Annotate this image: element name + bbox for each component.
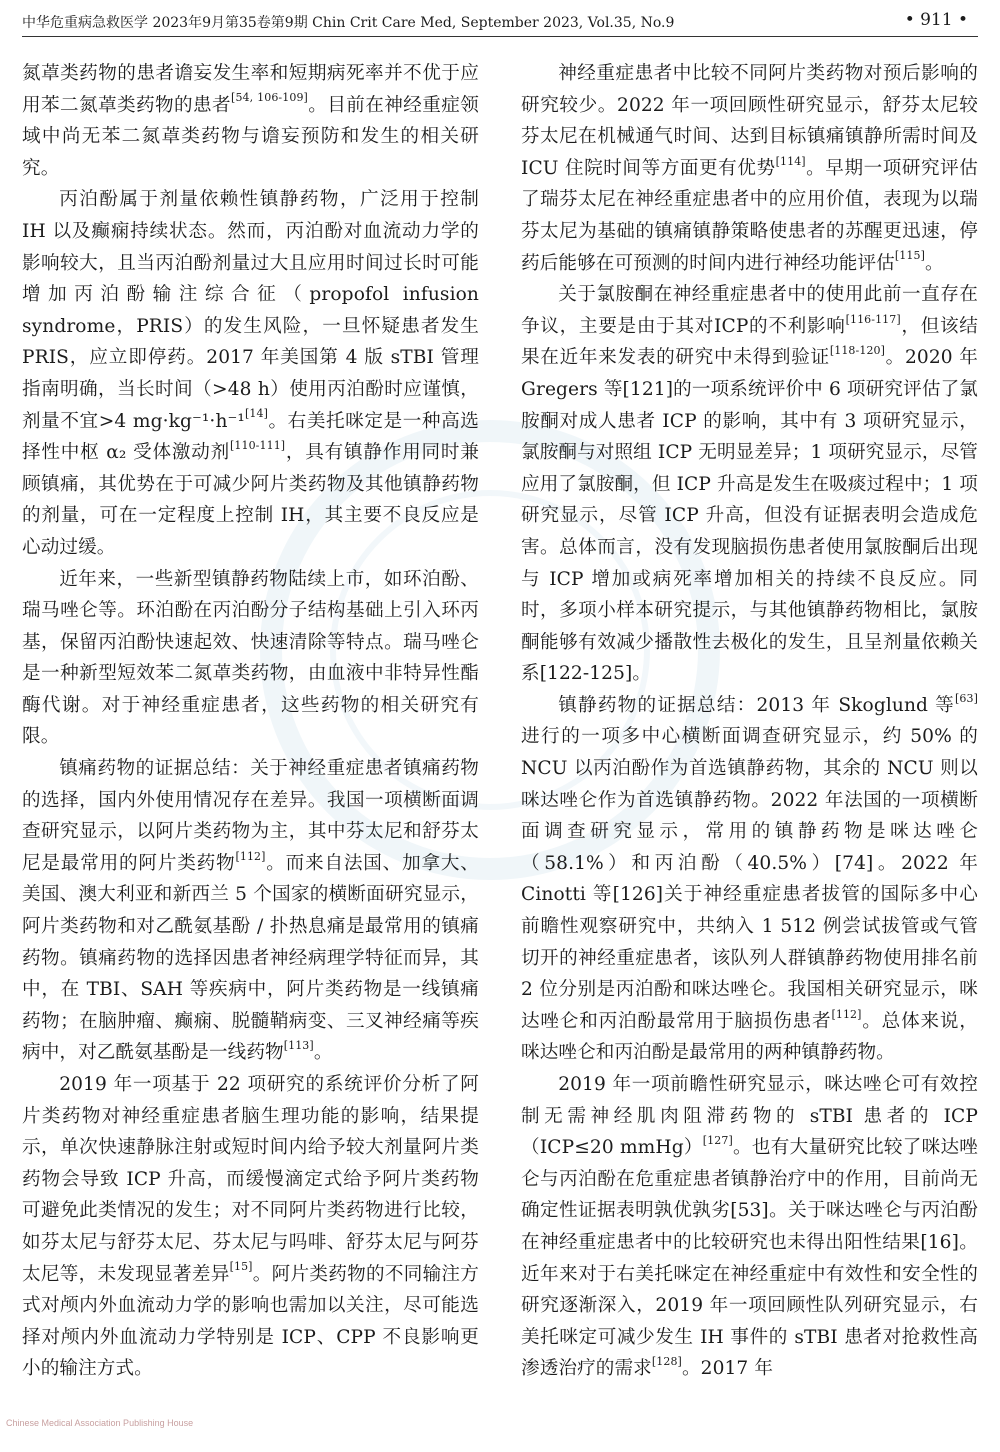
paragraph-text: 氮䓬类药物的患者谵妄发生率和短期病死率并不优于应用苯二氮䓬类药物的患者 bbox=[22, 63, 479, 116]
citation-ref: [118-120] bbox=[829, 344, 886, 358]
paragraph bbox=[521, 279, 978, 690]
paragraph-text: 。2020 年 Gregers 等[121]的一项系统评价中 6 项研究评估了氯胺酮对成人患者 ICP 的影响，其中有 3 项研究显示，氯胺酮与对照组 ICP 无明显差异；1 项研究显示，尽管应用了氯胺酮，但 ICP 升高是发生在吸痰过程中；1 项研究显示，尽管 ICP 升高，但没有证据表明会造成危害。总体而言，没有发现脑损伤患者使用氯胺酮后出现与 ICP 增加或病死率增加相关的持续不良反应。同时，多项小样本研究提示，与其他镇静药物相比，氯胺酮能够有效减少播散性去极化的发生，且呈剂量依赖关系[122-125]。 bbox=[521, 347, 978, 685]
citation-ref: [112] bbox=[235, 849, 266, 863]
paragraph-text: 。也有大量研究比较了咪达唑仑与丙泊酚在危重症患者镇静治疗中的作用，目前尚无确定性证据表明孰优孰劣[53]。关于咪达唑仑与丙泊酚在神经重症患者中的比较研究也未得出阳性结果[16]。近年来对于右美托咪定在神经重症中有效性和安全性的研究逐渐深入，2019 年一项回顾性队列研究显示，右美托咪定可减少发生 IH 事件的 sTBI 患者对抢救性高渗透治疗的需求 bbox=[521, 1137, 978, 1380]
paragraph bbox=[521, 1069, 978, 1385]
citation-ref: [113] bbox=[283, 1039, 314, 1053]
page-number: • 911 • bbox=[904, 10, 968, 30]
paragraph-text: 。 bbox=[924, 252, 944, 274]
publisher-watermark: Chinese Medical Association Publishing House bbox=[6, 1418, 194, 1428]
paragraph bbox=[521, 690, 978, 1069]
paragraph-text: 。阿片类药物的不同输注方式对颅内外血流动力学的影响也需加以关注，尽可能选择对颅内外血流动力学特别是 ICP、CPP 不良影响更小的输注方式。 bbox=[22, 1263, 479, 1380]
journal-citation: 中华危重病急救医学 2023年9月第35卷第9期 Chin Crit Care Med, September 2023, Vol.35, No.9 bbox=[22, 15, 675, 31]
paragraph-text: ，具有镇静作用同时兼顾镇痛，其优势在于可减少阿片类药物及其他镇静药物的剂量，可在一定程度上控制 IH，其主要不良反应是心动过缓。 bbox=[22, 442, 479, 558]
citation-ref: [15] bbox=[229, 1260, 253, 1274]
left-column bbox=[22, 58, 479, 1385]
paragraph-text: 。2017 年 bbox=[681, 1358, 774, 1380]
citation-ref: [127] bbox=[702, 1134, 733, 1147]
paragraph-text: 进行的一项多中心横断面调查研究显示，约 50% 的 NCU 以丙泊酚作为首选镇静药物，其余的 NCU 则以咪达唑仑作为首选镇静药物。2022 年法国的一项横断面调查研究显示，常用的镇静药物是咪达唑仑（58.1%）和丙泊酚（40.5%）[74]。2022 年 Cinotti 等[126]关于神经重症患者拔管的国际多中心前瞻性观察研究中，共纳入 1 512 例尝试拔管或气管切开的神经重症患者，该队列人群镇静药物使用排名前 2 位分别是丙泊酚和咪达唑仑。我国相关研究显示，咪达唑仑和丙泊酚最常用于脑损伤患者 bbox=[521, 726, 978, 1032]
citation-ref: [128] bbox=[651, 1355, 682, 1369]
paragraph-text: 2019 年一项前瞻性研究显示，咪达唑仑可有效控制无需神经肌肉阻滞药物的 sTBI 患者的 ICP（ICP≤20 mmHg） bbox=[521, 1074, 978, 1159]
citation-ref: [115] bbox=[894, 249, 925, 263]
paragraph-text: 。总体来说，咪达唑仑和丙泊酚是最常用的两种镇静药物。 bbox=[521, 1010, 978, 1064]
citation-ref: [14] bbox=[244, 407, 268, 421]
paragraph-text: 。右美托咪定是一种高选择性中枢 α₂ 受体激动剂 bbox=[22, 410, 479, 464]
paragraph-text: 丙泊酚属于剂量依赖性镇静药物，广泛用于控制 IH 以及癫痫持续状态。然而，丙泊酚对血流动力学的影响较大，且当丙泊酚剂量过大且应用时间过长时可能增加丙泊酚输注综合征（propofol infusion syndrome，PRIS）的发生风险，一旦怀疑患者发生 PRIS，应立即停药。2017 年美国第 4 版 sTBI 管理指南明确，当长时间（>48 h）使用丙泊酚时应谨慎，剂量不宜>4 mg·kg⁻¹·h⁻¹ bbox=[22, 189, 479, 432]
citation-ref: [110-111] bbox=[230, 438, 286, 452]
paragraph bbox=[22, 564, 479, 754]
paragraph-text: 。而来自法国、加拿大、美国、澳大利亚和新西兰 5 个国家的横断面研究显示，阿片类药物和对乙酰氨基酚 / 扑热息痛是最常用的镇痛药物。镇痛药物的选择因患者神经病理学特征而异，其中，在 TBI、SAH 等疾病中，阿片类药物是一线镇痛药物；在脑肿瘤、癫痫、脱髓鞘病变、三叉神经痛等疾病中，对乙酰氨基酚是一线药物 bbox=[22, 852, 479, 1064]
citation-ref: [112] bbox=[831, 1007, 862, 1021]
paragraph-text: 。 bbox=[313, 1042, 333, 1064]
citation-ref: [114] bbox=[775, 154, 806, 168]
paragraph-text: ，但该结果在近年来发表的研究中未得到验证 bbox=[521, 315, 979, 369]
running-header bbox=[22, 8, 978, 37]
citation-ref: [63] bbox=[955, 691, 978, 705]
paragraph bbox=[22, 753, 479, 1069]
right-column bbox=[521, 58, 978, 1385]
citation-ref: [116-117] bbox=[845, 312, 901, 326]
paragraph-text: 镇痛药物的证据总结：关于神经重症患者镇痛药物的选择，国内外使用情况存在差异。我国一项横断面调查研究显示，以阿片类药物为主，其中芬太尼和舒芬太尼是最常用的阿片类药物 bbox=[22, 758, 479, 874]
paragraph bbox=[521, 58, 978, 279]
paragraph-text: 近年来，一些新型镇静药物陆续上市，如环泊酚、瑞马唑仑等。环泊酚在丙泊酚分子结构基础上引入环丙基，保留丙泊酚快速起效、快速清除等特点。瑞马唑仑是一种新型短效苯二氮䓬类药物，由血液中非特异性酯酶代谢。对于神经重症患者，这些药物的相关研究有限。 bbox=[22, 568, 479, 748]
paragraph-text: 神经重症患者中比较不同阿片类药物对预后影响的研究较少。2022 年一项回顾性研究显示，舒芬太尼较芬太尼在机械通气时间、达到目标镇痛镇静所需时间及 ICU 住院时间等方面更有优势 bbox=[521, 63, 978, 179]
paragraph bbox=[22, 58, 479, 184]
paragraph-text: 。早期一项研究评估了瑞芬太尼在神经重症患者中的应用价值，表现为以瑞芬太尼为基础的镇痛镇静策略使患者的苏醒更迅速，停药后能够在可预测的时间内进行神经功能评估 bbox=[521, 157, 979, 274]
paragraph-text: 关于氯胺酮在神经重症患者中的使用此前一直存在争议，主要是由于其对ICP的不利影响 bbox=[521, 284, 978, 337]
paragraph bbox=[22, 1069, 479, 1385]
citation-ref: [54, 106-109] bbox=[231, 91, 308, 105]
paragraph-text: 2019 年一项基于 22 项研究的系统评价分析了阿片类药物对神经重症患者脑生理功能的影响，结果提示，单次快速静脉注射或短时间内给予较大剂量阿片类药物会导致 ICP 升高，而缓慢滴定式给予阿片类药物可避免此类情况的发生；对不同阿片类药物进行比较，如芬太尼与舒芬太尼、芬太尼与吗啡、舒芬太尼与阿芬太尼等，未发现显著差异 bbox=[22, 1074, 479, 1285]
paragraph bbox=[22, 184, 479, 563]
paragraph-text: 。目前在神经重症领域中尚无苯二氮䓬类药物与谵妄预防和发生的相关研究。 bbox=[22, 94, 479, 179]
paragraph-text: 镇静药物的证据总结：2013 年 Skoglund 等 bbox=[558, 694, 956, 716]
